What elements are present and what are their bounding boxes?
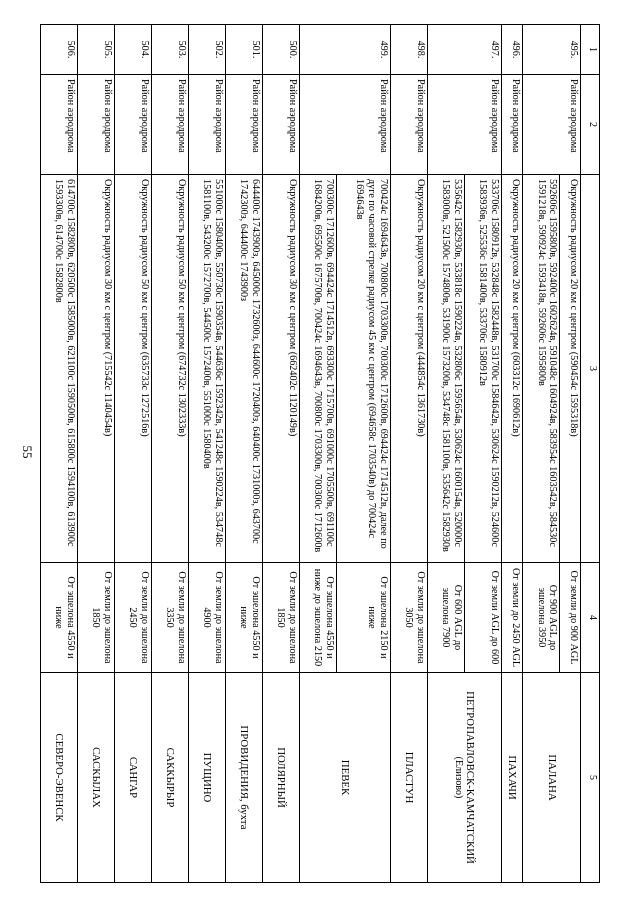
page-number: 55 <box>20 445 35 459</box>
aerodrome-name <box>78 672 115 882</box>
column-header: 2 <box>581 74 600 174</box>
table-row <box>560 24 581 882</box>
zone-boundary: Окружность радиусом 20 км с центром (590454с 1595318в) <box>560 174 581 562</box>
aerodrome-name-text: ПЕТРОПАВЛОВСК-КАМЧАТСКИЙ <box>464 690 477 864</box>
zone-boundary: 533706с 1580912в, 532848с 1582448в, 531700с 1584642в, 530624с 1590212в, 524600с 1583936в, 525536с 1581400в, 533706с 1580912в <box>464 174 501 562</box>
aerodrome-name <box>152 672 189 882</box>
aerodrome-name-text: ПАЛАНА <box>545 753 558 801</box>
altitude-limits: От эшелона 4550 и ниже <box>226 562 263 672</box>
aerodrome-name-text: САНГАР <box>127 756 140 798</box>
zone-type: Район аэродрома <box>501 74 523 174</box>
row-number: 497. <box>427 24 501 74</box>
header-row <box>581 24 600 882</box>
altitude-limits: От эшелона 4550 и ниже до эшелона 2150 <box>300 562 337 672</box>
table-row <box>464 24 501 882</box>
table-row <box>501 24 523 882</box>
zone-type: Район аэродрома <box>300 74 390 174</box>
zone-type: Район аэродрома <box>390 74 427 174</box>
table-row <box>152 24 189 882</box>
aerodrome-name-text: ПЛАСТУН <box>403 751 416 803</box>
zone-boundary: 614700с 1582800в, 620500с 1585000в, 621100с 1590500в, 615800с 1594100в, 613900с 1593300в, 614700с 1582800в <box>41 174 78 562</box>
zone-boundary: 644400с 1743900з, 645000с 1732600з, 644600с 1720400з, 640400с 1731000з, 643700с 1742300з, 644400с 1743900з <box>226 174 263 562</box>
zone-type: Район аэродрома <box>226 74 263 174</box>
row-number: 505. <box>78 24 115 74</box>
aerodrome-name <box>427 672 501 882</box>
zone-type: Район аэродрома <box>41 74 78 174</box>
row-number: 504. <box>115 24 152 74</box>
table-row <box>115 24 152 882</box>
altitude-limits: От земли до 2450 AGL <box>501 562 523 672</box>
rotated-page <box>40 24 600 882</box>
zone-type: Район аэродрома <box>78 74 115 174</box>
table-row <box>78 24 115 882</box>
altitude-limits: От эшелона 2150 и ниже <box>337 562 390 672</box>
column-header: 5 <box>581 672 600 882</box>
zone-boundary: 700300с 1712600в, 694424с 1714512в, 693300с 1715700в, 691000с 1705500в, 691100с 1684200в, 695500с 1675700в, 700424с 1694643в, 700800с 1703300в, 700300с 1712600в <box>300 174 337 562</box>
zone-boundary: Окружность радиусом 50 км с центром (674732с 1302333в) <box>152 174 189 562</box>
aerodrome-name-text: ПАХАЧИ <box>506 754 519 800</box>
aerodrome-name <box>189 672 226 882</box>
altitude-limits: От земли до эшелона 3350 <box>152 562 189 672</box>
zone-boundary: Окружность радиусом 50 км с центром (635733с 1272516в) <box>115 174 152 562</box>
aerodrome-name-text: САККЫРЫР <box>164 747 177 807</box>
zone-boundary: Окружность радиусом 30 км с центром (662402с 1120149в) <box>263 174 300 562</box>
altitude-limits: От земли до эшелона 1850 <box>78 562 115 672</box>
aerodrome-name <box>300 672 390 882</box>
aerodrome-name <box>523 672 581 882</box>
altitude-limits: От 600 AGL до эшелона 7900 <box>427 562 464 672</box>
zone-boundary: Окружность радиусом 30 км с центром (715542с 1140454в) <box>78 174 115 562</box>
aerodrome-name-text: ПОЛЯРНЫЙ <box>275 746 288 808</box>
zone-boundary: Окружность радиусом 20 км с центром (603312с 1690612в) <box>501 174 523 562</box>
table-row <box>226 24 263 882</box>
row-number: 503. <box>152 24 189 74</box>
altitude-limits: От земли AGL до 600 <box>464 562 501 672</box>
aerodrome-name <box>226 672 263 882</box>
table-row <box>337 24 390 882</box>
column-header: 3 <box>581 174 600 562</box>
zone-type: Район аэродрома <box>152 74 189 174</box>
row-number: 498. <box>390 24 427 74</box>
zone-boundary: 700424с 1694643в, 700800с 1703300в, 700300с 1712600в, 694424с 1714512в, далее по дуге по часовой стрелке радиусом 45 км с центром (694658с 1703540в) до 700424с 1694643в <box>337 174 390 562</box>
aerodrome-name <box>263 672 300 882</box>
aerodrome-name-text: ПРОВИДЕНИЯ, бухта <box>238 724 251 830</box>
aerodrome-name-text: СЕВЕРО-ЭВЕНСК <box>53 732 66 822</box>
airspace-table <box>40 24 600 883</box>
aerodrome-name-text: ПУЩИНО <box>201 752 214 802</box>
aerodrome-name <box>390 672 427 882</box>
aerodrome-name <box>501 672 523 882</box>
zone-boundary: Окружность радиусом 20 км с центром (444854с 1361730в) <box>390 174 427 562</box>
row-number: 496. <box>501 24 523 74</box>
altitude-limits: От эшелона 4550 и ниже <box>41 562 78 672</box>
aerodrome-name-text: САСКЫЛАХ <box>90 746 103 808</box>
table-row <box>390 24 427 882</box>
zone-boundary: 551000с 1580400в, 550730с 1590354в, 544636с 1592342в, 541248с 1590224в, 534748с 1581100в, 543200с 1572700в, 544500с 1572400в, 551000с 1580400в <box>189 174 226 562</box>
row-number: 506. <box>41 24 78 74</box>
zone-boundary: 592606с 1595800в, 592400с 1602624в, 591048с 1604924в, 583954с 1603542в, 584530с 1591218в, 590924с 1593418в, 592606с 1595800в <box>523 174 560 562</box>
altitude-limits: От земли до эшелона 2450 <box>115 562 152 672</box>
table-row <box>263 24 300 882</box>
table-body <box>41 24 581 882</box>
row-number: 502. <box>189 24 226 74</box>
table-row <box>189 24 226 882</box>
aerodrome-name <box>115 672 152 882</box>
zone-type: Район аэродрома <box>115 74 152 174</box>
altitude-limits: От 900 AGL до эшелона 3950 <box>523 562 560 672</box>
aerodrome-subname: (Елизово) <box>452 756 464 798</box>
altitude-limits: От земли до эшелона 4900 <box>189 562 226 672</box>
zone-type: Район аэродрома <box>523 74 581 174</box>
row-number: 501. <box>226 24 263 74</box>
row-number: 499. <box>300 24 390 74</box>
zone-type: Район аэродрома <box>189 74 226 174</box>
altitude-limits: От земли до 900 AGL <box>560 562 581 672</box>
zone-type: Район аэродрома <box>263 74 300 174</box>
aerodrome-name <box>41 672 78 882</box>
altitude-limits: От земли до эшелона 3050 <box>390 562 427 672</box>
column-header: 1 <box>581 24 600 74</box>
zone-boundary: 535642с 1582930в, 533818с 1590224в, 532806с 1595654в, 530624с 1600154в, 520000с 1583000в, 521500с 1574800в, 531900с 1573200в, 534748с 1581100в, 535642с 1582930в <box>427 174 464 562</box>
zone-type: Район аэродрома <box>427 74 501 174</box>
table-row <box>41 24 78 882</box>
aerodrome-name-text: ПЕВЕК <box>339 759 352 795</box>
column-header: 4 <box>581 562 600 672</box>
row-number: 495. <box>523 24 581 74</box>
altitude-limits: От земли до эшелона 1850 <box>263 562 300 672</box>
row-number: 500. <box>263 24 300 74</box>
